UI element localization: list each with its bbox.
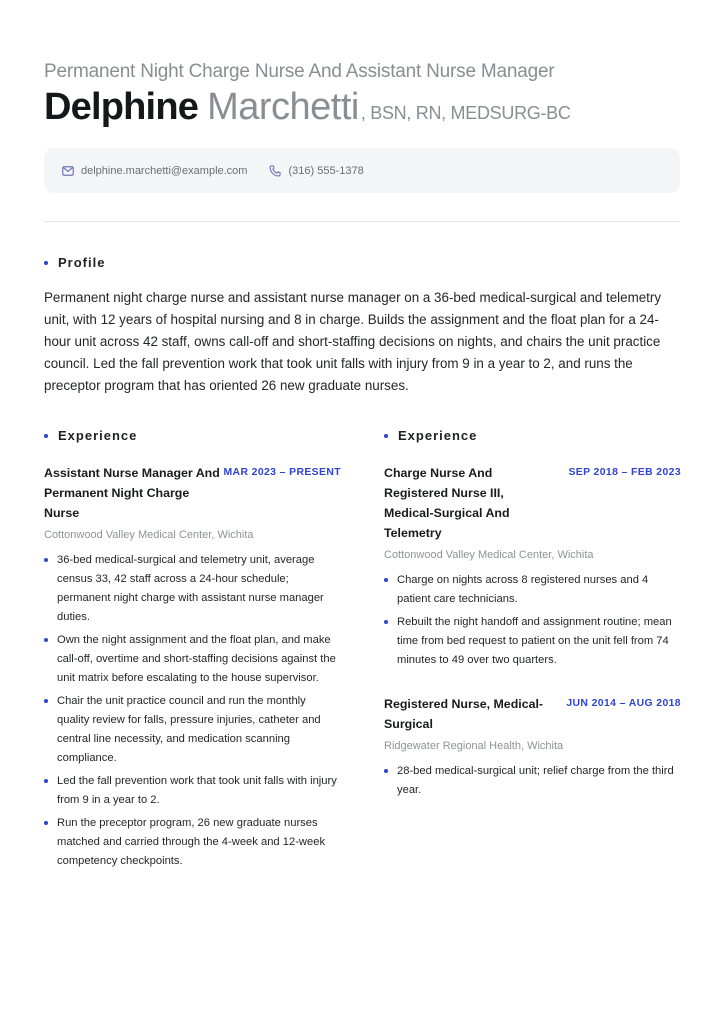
job-title: Charge Nurse And Registered Nurse III, Medical-Surgical And Telemetry (384, 466, 510, 540)
job-dates: MAR 2023 – PRESENT (223, 467, 341, 478)
job-organization: Cottonwood Valley Medical Center, Wichita (44, 529, 254, 541)
job-bullet: Charge on nights across 8 registered nurses and 4 patient care technicians. (384, 571, 681, 609)
name-row (44, 86, 571, 129)
job-bullet: Chair the unit practice council and run the monthly quality review for falls, pressure injuries, catheter and central line necessity, and medication scanning compliance. (44, 692, 341, 768)
contact-bar (44, 148, 680, 193)
experience-title-text: Experience (58, 428, 138, 443)
profile-section-title (44, 255, 105, 270)
phone-text: (316) 555-1378 (288, 164, 364, 177)
job-bullet: 36-bed medical-surgical and telemetry unit, average census 33, 42 staff across a 24-hour schedule; permanent night charge with assistant nurse manager duties. (44, 551, 341, 627)
experience-section-title-right (384, 428, 477, 443)
job-dates: SEP 2018 – FEB 2023 (568, 467, 681, 478)
bullet-dot-icon (44, 261, 48, 265)
job-bullet: Led the fall prevention work that took unit falls with injury from 9 in a year to 2. (44, 772, 341, 810)
job-title: Registered Nurse, Medical-Surgical (384, 697, 544, 731)
job-dates: JUN 2014 – AUG 2018 (566, 698, 681, 709)
experience-column-right (384, 463, 681, 804)
first-name: Delphine (44, 86, 199, 128)
job-bullets (44, 551, 341, 871)
mail-icon (62, 166, 74, 176)
contact-phone[interactable] (269, 165, 363, 177)
last-name: Marchetti (207, 86, 359, 128)
job-entry (384, 694, 681, 800)
contact-email[interactable] (62, 165, 247, 177)
job-bullet: Rebuilt the night handoff and assignment routine; mean time from bed request to patient on the unit fell from 74 minutes to 49 over two quarters. (384, 613, 681, 670)
bullet-dot-icon (44, 434, 48, 438)
job-bullet: Own the night assignment and the float plan, and make call-off, overtime and short-staffing decisions against the unit matrix before escalating to the house supervisor. (44, 631, 341, 688)
job-bullet: Run the preceptor program, 26 new graduate nurses matched and carried through the 4-week and 12-week competency checkpoints. (44, 814, 341, 871)
email-text: delphine.marchetti@example.com (81, 164, 248, 177)
experience-title-text: Experience (398, 428, 478, 443)
profile-title-text: Profile (58, 255, 106, 270)
job-organization: Cottonwood Valley Medical Center, Wichita (384, 549, 594, 561)
job-bullets (384, 762, 681, 800)
job-bullets (384, 571, 681, 670)
bullet-dot-icon (384, 434, 388, 438)
phone-icon (269, 165, 281, 177)
job-title: Assistant Nurse Manager And Permanent Night Charge Nurse (44, 466, 220, 520)
job-organization: Ridgewater Regional Health, Wichita (384, 740, 564, 752)
header-divider (44, 221, 680, 222)
job-entry (384, 463, 681, 670)
profile-text: Permanent night charge nurse and assistant nurse manager on a 36-bed medical-surgical and telemetry unit, with 12 years of hospital nursing and 8 in charge. Builds the assignment and the float plan for a 24-hour unit across 42 staff, owns call-off and short-staffing decisions on nights, and chairs the unit practice council. Led the fall prevention work that took unit falls with injury from 9 in a year to 2, and runs the preceptor program that has oriented 26 new graduate nurses. (44, 290, 662, 393)
credentials: , BSN, RN, MEDSURG-BC (360, 103, 571, 123)
job-bullet: 28-bed medical-surgical unit; relief charge from the third year. (384, 762, 681, 800)
headline: Permanent Night Charge Nurse And Assistant Nurse Manager (44, 61, 555, 82)
job-entry (44, 463, 341, 871)
experience-section-title-left (44, 428, 137, 443)
experience-column-left (44, 463, 341, 875)
